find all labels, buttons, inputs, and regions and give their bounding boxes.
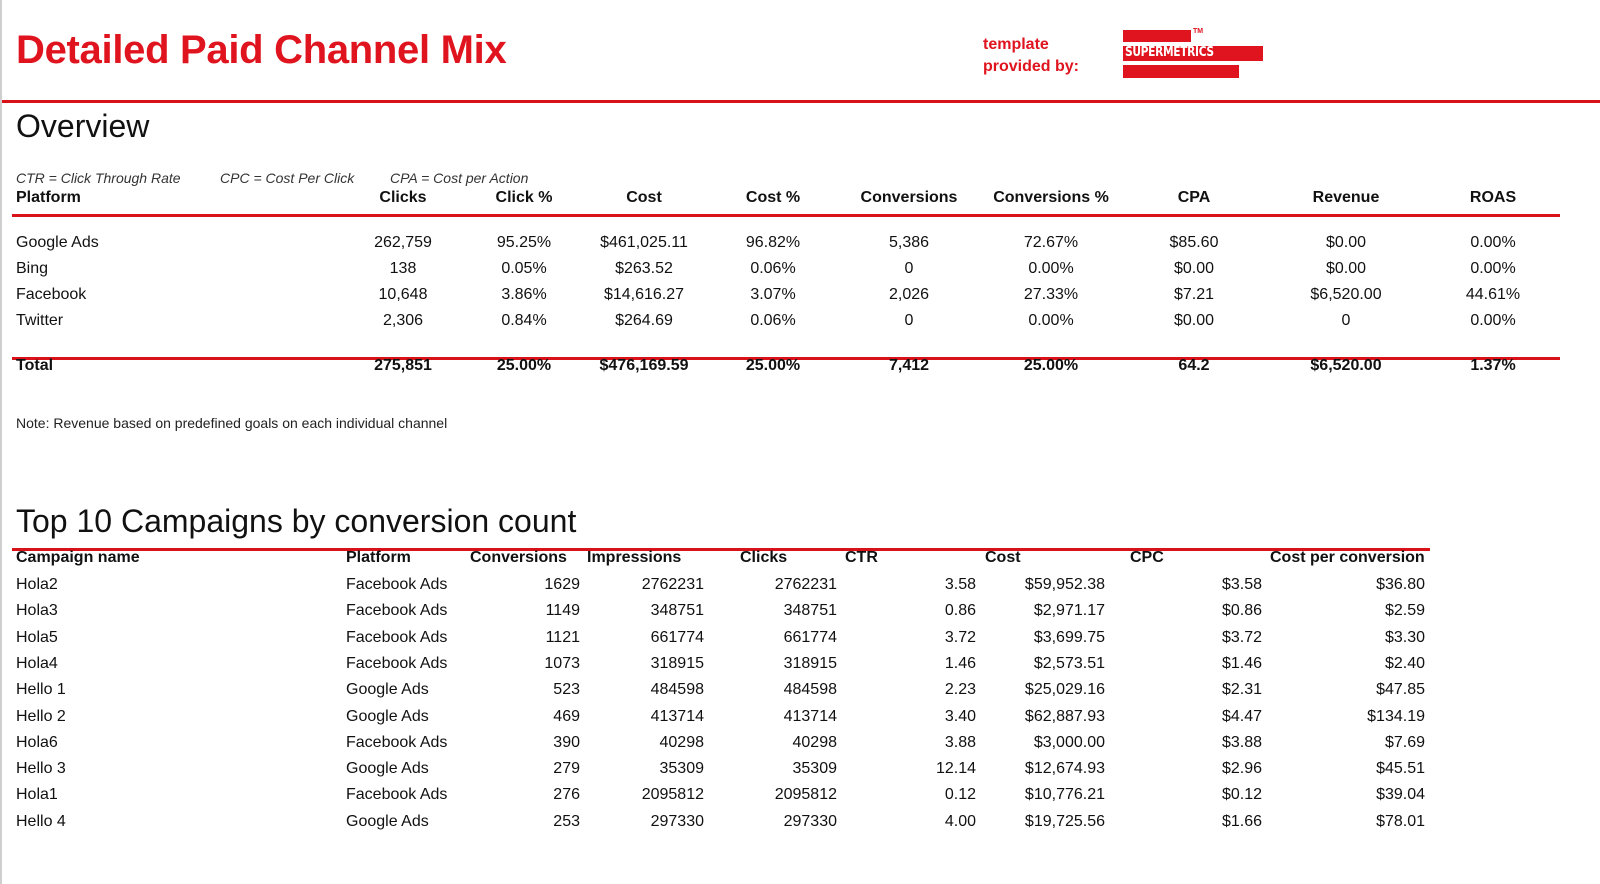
campaign-cell-cost: $3,699.75 xyxy=(1033,628,1105,646)
overview-cell-revenue: $0.00 xyxy=(1325,260,1367,277)
campaign-cell-clicks: 40298 xyxy=(792,733,837,751)
campaigns-col-cost: Cost xyxy=(985,549,1021,566)
campaign-cell-impressions: 318915 xyxy=(650,654,704,672)
campaign-cell-cost-per-conversion: $7.69 xyxy=(1384,733,1425,751)
total-cell-cost: 25.00% xyxy=(745,357,801,374)
logo-text: SUPERMETRICS xyxy=(1125,45,1214,60)
campaign-cell-conversions: 390 xyxy=(553,733,580,751)
campaign-cell-platform: Google Ads xyxy=(346,681,429,699)
overview-col-conversions: Conversions % xyxy=(993,189,1109,206)
campaign-cell-platform: Facebook Ads xyxy=(346,786,448,804)
overview-cell-conversions: 0.00% xyxy=(1028,260,1074,277)
campaign-cell-ctr: 4.00 xyxy=(944,812,976,830)
campaign-cell-clicks: 2095812 xyxy=(774,786,837,804)
campaign-cell-conversions: 469 xyxy=(553,707,580,725)
campaign-cell-cost-per-conversion: $3.30 xyxy=(1384,628,1425,646)
campaign-cell-cost-per-conversion: $47.85 xyxy=(1376,681,1425,699)
campaign-cell-conversions: 1149 xyxy=(545,602,580,620)
campaign-cell-conversions: 253 xyxy=(553,812,580,830)
overview-heading: Overview xyxy=(16,108,150,144)
total-cell-click: 25.00% xyxy=(496,357,552,374)
campaign-cell-cpc: $1.66 xyxy=(1221,812,1262,830)
campaign-cell-campaign-name: Hola4 xyxy=(16,654,58,672)
overview-col-cpa: CPA xyxy=(1177,189,1211,206)
campaign-cell-conversions: 1073 xyxy=(544,654,580,672)
campaign-cell-cpc: $3.72 xyxy=(1221,628,1262,646)
campaign-cell-cost-per-conversion: $39.04 xyxy=(1376,786,1425,804)
overview-cell-click: 3.86% xyxy=(501,286,547,303)
campaign-cell-campaign-name: Hola1 xyxy=(16,786,58,804)
campaign-cell-cost-per-conversion: $2.40 xyxy=(1384,654,1425,672)
overview-col-conversions: Conversions xyxy=(860,189,958,206)
template-credit-line1: template xyxy=(983,36,1049,53)
overview-cell-platform: Twitter xyxy=(16,312,64,329)
campaigns-col-campaign-name: Campaign name xyxy=(16,549,140,566)
campaign-cell-cpc: $1.46 xyxy=(1221,654,1262,672)
overview-col-click: Click % xyxy=(495,189,553,206)
logo-bar-bottom xyxy=(1123,65,1239,78)
campaign-cell-platform: Facebook Ads xyxy=(346,654,448,672)
overview-cell-clicks: 10,648 xyxy=(378,286,428,303)
campaign-cell-impressions: 661774 xyxy=(650,628,704,646)
campaign-cell-platform: Google Ads xyxy=(346,760,429,778)
campaign-cell-clicks: 2762231 xyxy=(774,576,837,593)
overview-cell-revenue: 0 xyxy=(1341,312,1351,329)
overview-cell-platform: Google Ads xyxy=(16,234,99,251)
overview-cell-conversions: 72.67% xyxy=(1023,234,1079,251)
logo-bar-top xyxy=(1123,30,1191,42)
total-cell-conversions: 25.00% xyxy=(1023,357,1079,374)
overview-cell-conversions: 0 xyxy=(904,312,914,329)
logo-trademark: TM xyxy=(1193,28,1204,35)
campaign-cell-cost-per-conversion: $36.80 xyxy=(1376,576,1425,593)
campaign-cell-ctr: 0.12 xyxy=(944,786,976,804)
campaign-cell-conversions: 279 xyxy=(553,760,580,778)
campaign-cell-cost: $59,952.38 xyxy=(1024,576,1105,593)
overview-cell-platform: Bing xyxy=(16,260,49,277)
campaign-cell-ctr: 3.72 xyxy=(944,628,976,646)
overview-cell-click: 0.84% xyxy=(501,312,547,329)
campaign-cell-clicks: 35309 xyxy=(792,760,837,778)
campaign-cell-cpc: $3.58 xyxy=(1221,576,1262,593)
campaign-cell-clicks: 413714 xyxy=(783,707,837,725)
campaign-cell-ctr: 3.88 xyxy=(944,733,976,751)
campaign-cell-cost: $25,029.16 xyxy=(1024,681,1105,699)
overview-cell-cpa: $0.00 xyxy=(1173,312,1215,329)
campaign-cell-conversions: 523 xyxy=(553,681,580,699)
overview-cell-cost: 0.06% xyxy=(750,260,796,277)
sheet-left-border xyxy=(0,0,2,884)
campaign-cell-cost-per-conversion: $45.51 xyxy=(1376,760,1425,778)
campaign-cell-ctr: 3.58 xyxy=(944,576,976,593)
overview-col-clicks: Clicks xyxy=(379,189,427,206)
campaign-cell-cost: $10,776.21 xyxy=(1024,786,1105,804)
campaigns-col-impressions: Impressions xyxy=(587,549,682,566)
campaign-cell-impressions: 2095812 xyxy=(641,786,704,804)
overview-cell-cpa: $7.21 xyxy=(1173,286,1215,303)
overview-cell-clicks: 138 xyxy=(389,260,417,277)
total-cell-platform: Total xyxy=(16,357,54,374)
overview-cell-roas: 0.00% xyxy=(1470,234,1516,251)
campaign-cell-clicks: 484598 xyxy=(783,681,837,699)
overview-cell-conversions: 5,386 xyxy=(888,234,930,251)
overview-cell-clicks: 262,759 xyxy=(374,234,432,251)
campaign-cell-campaign-name: Hola6 xyxy=(16,733,58,751)
total-cell-revenue: $6,520.00 xyxy=(1310,357,1382,374)
overview-cell-conversions: 0.00% xyxy=(1028,312,1074,329)
campaign-cell-ctr: 1.46 xyxy=(944,654,976,672)
legend-cpc: CPC = Cost Per Click xyxy=(220,170,355,186)
campaign-cell-campaign-name: Hola3 xyxy=(16,602,58,620)
campaigns-col-cost-per-conversion: Cost per conversion xyxy=(1270,549,1425,566)
overview-cell-click: 0.05% xyxy=(501,260,547,277)
campaign-cell-conversions: 1121 xyxy=(545,628,580,646)
campaign-cell-cost-per-conversion: $78.01 xyxy=(1376,812,1425,830)
campaign-cell-cpc: $4.47 xyxy=(1221,707,1262,725)
campaign-cell-cpc: $0.12 xyxy=(1221,786,1262,804)
overview-cell-cost: 96.82% xyxy=(745,234,801,251)
overview-cell-conversions: 27.33% xyxy=(1023,286,1079,303)
template-credit xyxy=(983,34,1079,78)
campaigns-col-clicks: Clicks xyxy=(740,549,788,566)
campaign-cell-impressions: 484598 xyxy=(650,681,704,699)
overview-cell-cpa: $85.60 xyxy=(1169,234,1219,251)
overview-col-platform: Platform xyxy=(16,189,81,206)
supermetrics-logo xyxy=(1123,28,1265,80)
campaign-cell-cost: $62,887.93 xyxy=(1024,707,1105,725)
overview-cell-platform: Facebook xyxy=(16,286,87,303)
campaign-cell-campaign-name: Hola5 xyxy=(16,628,58,646)
campaign-cell-cost: $2,573.51 xyxy=(1033,654,1105,672)
campaign-cell-platform: Facebook Ads xyxy=(346,576,448,593)
campaigns-col-conversions: Conversions xyxy=(470,549,567,566)
overview-cell-cpa: $0.00 xyxy=(1173,260,1215,277)
overview-cell-conversions: 2,026 xyxy=(888,286,930,303)
campaign-cell-clicks: 318915 xyxy=(783,654,837,672)
overview-cell-roas: 0.00% xyxy=(1470,260,1516,277)
campaign-cell-ctr: 3.40 xyxy=(944,707,976,725)
total-cell-clicks: 275,851 xyxy=(374,357,432,374)
overview-cell-cost: $14,616.27 xyxy=(603,286,685,303)
campaigns-col-platform: Platform xyxy=(346,549,411,566)
campaign-cell-cost: $12,674.93 xyxy=(1024,760,1105,778)
overview-cell-click: 95.25% xyxy=(496,234,552,251)
campaign-cell-platform: Google Ads xyxy=(346,707,429,725)
campaign-cell-impressions: 413714 xyxy=(650,707,704,725)
overview-col-cost: Cost % xyxy=(745,189,801,206)
campaigns-col-cpc: CPC xyxy=(1130,549,1164,566)
campaigns-col-ctr: CTR xyxy=(845,549,878,566)
campaigns-heading-underline xyxy=(12,548,1430,551)
campaign-cell-ctr: 12.14 xyxy=(935,760,976,778)
campaign-cell-clicks: 348751 xyxy=(783,602,837,620)
campaign-cell-impressions: 348751 xyxy=(650,602,704,620)
overview-cell-revenue: $6,520.00 xyxy=(1310,286,1382,303)
overview-cell-cost: 3.07% xyxy=(750,286,796,303)
campaign-cell-impressions: 2762231 xyxy=(641,576,704,593)
revenue-note: Note: Revenue based on predefined goals on each individual channel xyxy=(16,415,448,431)
legend-cpa: CPA = Cost per Action xyxy=(390,170,529,186)
overview-cell-cost: $263.52 xyxy=(615,260,673,277)
campaign-cell-campaign-name: Hello 4 xyxy=(16,812,66,830)
campaign-cell-conversions: 276 xyxy=(553,786,580,804)
campaign-cell-clicks: 297330 xyxy=(783,812,837,830)
overview-cell-cost: 0.06% xyxy=(750,312,796,329)
campaign-cell-cost-per-conversion: $2.59 xyxy=(1384,602,1425,620)
overview-cell-cost: $461,025.11 xyxy=(600,234,688,251)
legend-ctr: CTR = Click Through Rate xyxy=(16,170,181,186)
campaign-cell-cost: $3,000.00 xyxy=(1033,733,1105,751)
campaign-cell-cost-per-conversion: $134.19 xyxy=(1367,707,1425,725)
overview-header-underline xyxy=(12,214,1560,217)
campaign-cell-clicks: 661774 xyxy=(783,628,837,646)
campaign-cell-campaign-name: Hola2 xyxy=(16,576,58,593)
overview-cell-cost: $264.69 xyxy=(615,312,673,329)
overview-col-roas: ROAS xyxy=(1469,189,1517,206)
campaign-cell-platform: Google Ads xyxy=(346,812,429,830)
overview-cell-conversions: 0 xyxy=(904,260,914,277)
campaign-cell-conversions: 1629 xyxy=(544,576,580,593)
campaign-cell-cost: $2,971.17 xyxy=(1033,602,1105,620)
campaign-cell-cpc: $3.88 xyxy=(1221,733,1262,751)
campaign-cell-ctr: 2.23 xyxy=(944,681,976,699)
campaign-cell-impressions: 40298 xyxy=(659,733,704,751)
campaign-cell-campaign-name: Hello 3 xyxy=(16,760,66,778)
overview-cell-roas: 0.00% xyxy=(1470,312,1516,329)
campaign-cell-cost: $19,725.56 xyxy=(1024,812,1105,830)
campaign-cell-impressions: 297330 xyxy=(650,812,704,830)
overview-cell-roas: 44.61% xyxy=(1465,286,1521,303)
page-title: Detailed Paid Channel Mix xyxy=(16,28,507,72)
total-cell-cost: $476,169.59 xyxy=(599,357,689,374)
overview-cell-clicks: 2,306 xyxy=(382,312,424,329)
title-divider xyxy=(2,100,1600,103)
campaign-cell-impressions: 35309 xyxy=(659,760,704,778)
campaign-cell-cpc: $2.96 xyxy=(1221,760,1262,778)
campaign-cell-platform: Facebook Ads xyxy=(346,602,448,620)
total-cell-roas: 1.37% xyxy=(1470,357,1516,374)
campaign-cell-ctr: 0.86 xyxy=(944,602,976,620)
campaigns-heading: Top 10 Campaigns by conversion count xyxy=(16,503,577,539)
campaign-cell-cpc: $2.31 xyxy=(1221,681,1262,699)
campaign-cell-platform: Facebook Ads xyxy=(346,628,448,646)
overview-col-revenue: Revenue xyxy=(1312,189,1380,206)
campaign-cell-cpc: $0.86 xyxy=(1221,602,1262,620)
campaign-cell-campaign-name: Hello 2 xyxy=(16,707,66,725)
overview-cell-revenue: $0.00 xyxy=(1325,234,1367,251)
campaign-cell-campaign-name: Hello 1 xyxy=(16,681,66,699)
total-cell-cpa: 64.2 xyxy=(1178,357,1210,374)
overview-col-cost: Cost xyxy=(626,189,662,206)
campaign-cell-platform: Facebook Ads xyxy=(346,733,448,751)
total-cell-conversions: 7,412 xyxy=(888,357,930,374)
template-credit-line2: provided by: xyxy=(983,58,1080,75)
